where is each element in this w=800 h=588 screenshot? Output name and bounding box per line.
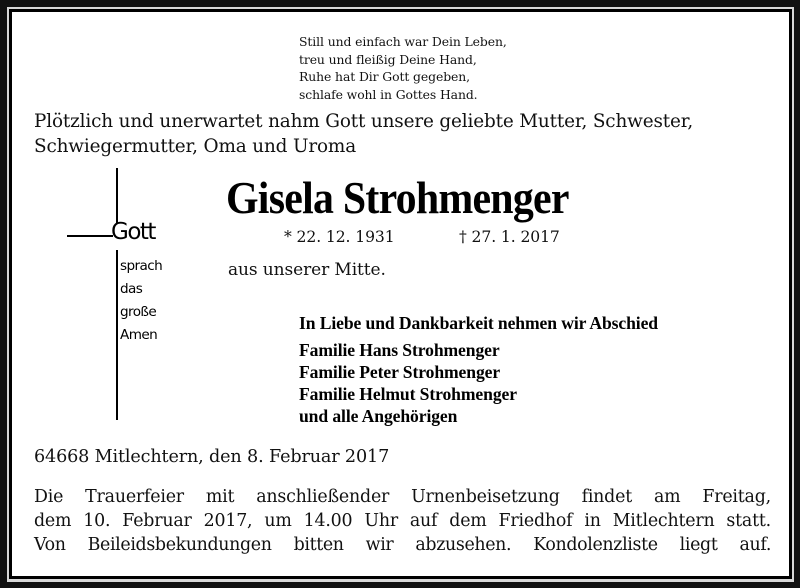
birth-date: * 22. 12. 1931 bbox=[284, 228, 395, 246]
funeral-notice bbox=[34, 485, 771, 557]
family-line: und alle Angehörigen bbox=[299, 406, 458, 426]
family-line: Familie Hans Strohmenger bbox=[299, 340, 500, 360]
cross-text-line: das bbox=[120, 281, 143, 297]
funeral-notice-line: Die Trauerfeier mit anschließender Urnenbeisetzung findet am Freitag, bbox=[34, 487, 771, 507]
family-line: Familie Helmut Strohmenger bbox=[299, 384, 517, 404]
cross-text-line: sprach bbox=[120, 258, 163, 274]
cross-word-gott: Gott bbox=[111, 219, 155, 245]
intro-text bbox=[34, 110, 693, 159]
poem-line: schlafe wohl in Gottes Hand. bbox=[299, 86, 478, 102]
cross-text-line: Amen bbox=[120, 327, 158, 343]
poem bbox=[299, 33, 507, 103]
poem-line: Ruhe hat Dir Gott gegeben, bbox=[299, 69, 470, 85]
poem-line: treu und fleißig Deine Hand, bbox=[299, 51, 477, 67]
obituary-notice bbox=[12, 12, 789, 576]
cross-vertical-top bbox=[116, 168, 118, 224]
continuation-text: aus unserer Mitte. bbox=[228, 260, 386, 280]
deceased-name: Gisela Strohmenger bbox=[226, 173, 569, 223]
intro-line: Plötzlich und unerwartet nahm Gott unsere geliebte Mutter, Schwester, bbox=[34, 111, 694, 132]
death-date: † 27. 1. 2017 bbox=[459, 228, 560, 246]
family-line: Familie Peter Strohmenger bbox=[299, 362, 501, 382]
poem-line: Still und einfach war Dein Leben, bbox=[299, 34, 507, 49]
intro-line: Schwiegermutter, Oma und Uroma bbox=[34, 135, 357, 157]
cross-vertical-bottom bbox=[116, 250, 118, 420]
funeral-notice-line: Von Beileidsbekundungen bitten wir abzusehen. Kondolenzliste liegt auf. bbox=[34, 535, 771, 555]
cross-horizontal-bar bbox=[67, 235, 113, 237]
cross-text-line: große bbox=[120, 304, 157, 320]
signatures bbox=[299, 311, 658, 427]
place-date: 64668 Mitlechtern, den 8. Februar 2017 bbox=[34, 447, 390, 467]
funeral-notice-line: dem 10. Februar 2017, um 14.00 Uhr auf dem Friedhof in Mitlechtern statt. bbox=[34, 511, 771, 531]
cross-text bbox=[120, 255, 162, 347]
farewell-line: In Liebe und Dankbarkeit nehmen wir Abschied bbox=[299, 313, 658, 333]
